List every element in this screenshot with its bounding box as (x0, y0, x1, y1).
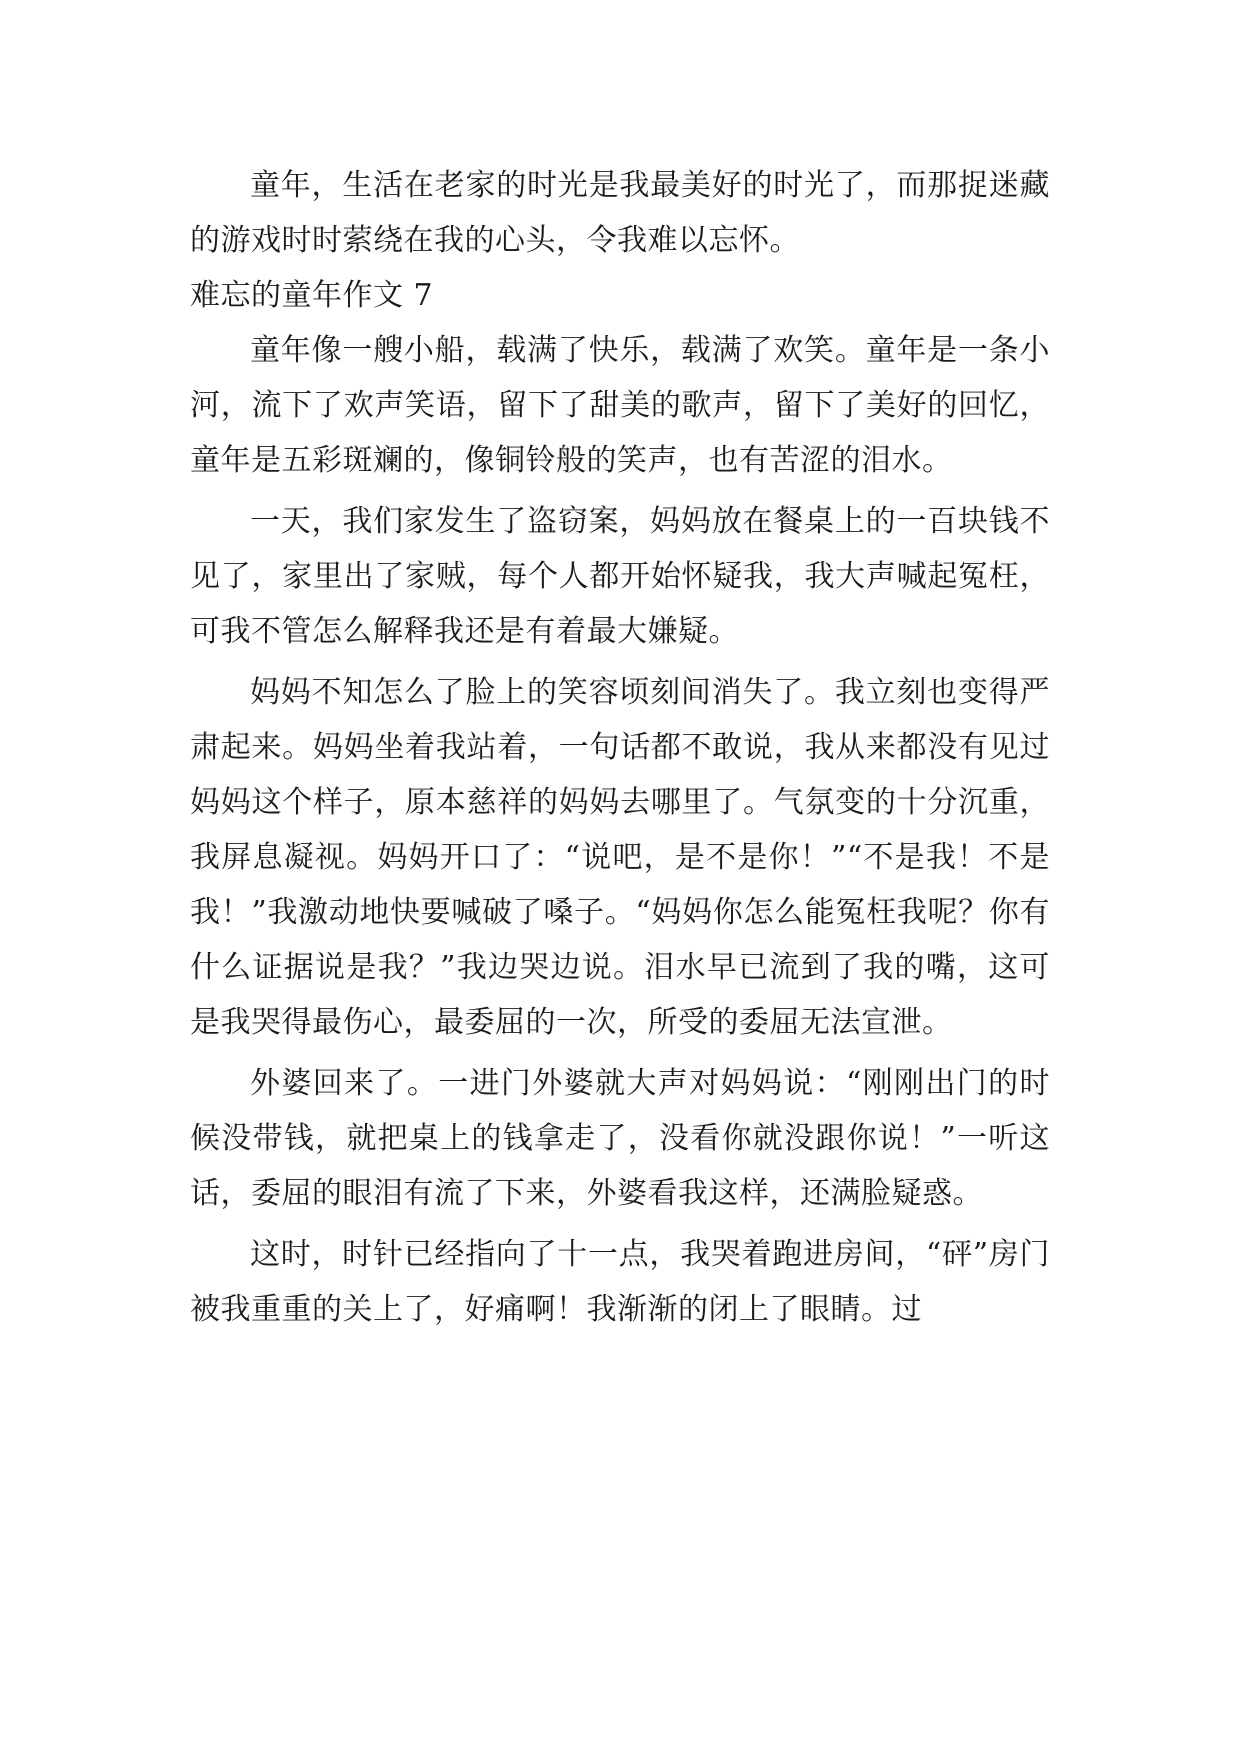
paragraph-5: 这时，时针已经指向了十一点，我哭着跑进房间，“砰”房门被我重重的关上了，好痛啊！我渐渐的闭上了眼睛。过 (190, 1237, 1050, 1327)
paragraph-3: 妈妈不知怎么了脸上的笑容顷刻间消失了。我立刻也变得严肃起来。妈妈坐着我站着，一句话都不敢说，我从来都没有见过妈妈这个样子，原本慈祥的妈妈去哪里了。气氛变的十分沉重，我屏息凝视。妈妈开口了：“说吧，是不是你！”“不是我！不是我！”我激动地快要喊破了嗓子。“妈妈你怎么能冤枉我呢？你有什么证据说是我？”我边哭边说。泪水早已流到了我的嘴，这可是我哭得最伤心，最委屈的一次，所受的委屈无法宣泄。 (190, 675, 1050, 1040)
paragraph-4: 外婆回来了。一进门外婆就大声对妈妈说：“刚刚出门的时候没带钱，就把桌上的钱拿走了，没看你就没跟你说！”一听这话，委屈的眼泪有流了下来，外婆看我这样，还满脸疑惑。 (190, 1066, 1050, 1211)
paragraph-1: 童年像一艘小船，载满了快乐，载满了欢笑。童年是一条小河，流下了欢声笑语，留下了甜美的歌声，留下了美好的回忆，童年是五彩斑斓的，像铜铃般的笑声，也有苦涩的泪水。 (190, 333, 1050, 478)
paragraph-intro-ending: 童年，生活在老家的时光是我最美好的时光了，而那捉迷藏的游戏时时萦绕在我的心头，令我难以忘怀。 (190, 168, 1050, 258)
document-body (190, 158, 1050, 1337)
paragraph-2: 一天，我们家发生了盗窃案，妈妈放在餐桌上的一百块钱不见了，家里出了家贼，每个人都开始怀疑我，我大声喊起冤枉，可我不管怎么解释我还是有着最大嫌疑。 (190, 504, 1050, 649)
section-title: 难忘的童年作文 7 (190, 278, 434, 313)
